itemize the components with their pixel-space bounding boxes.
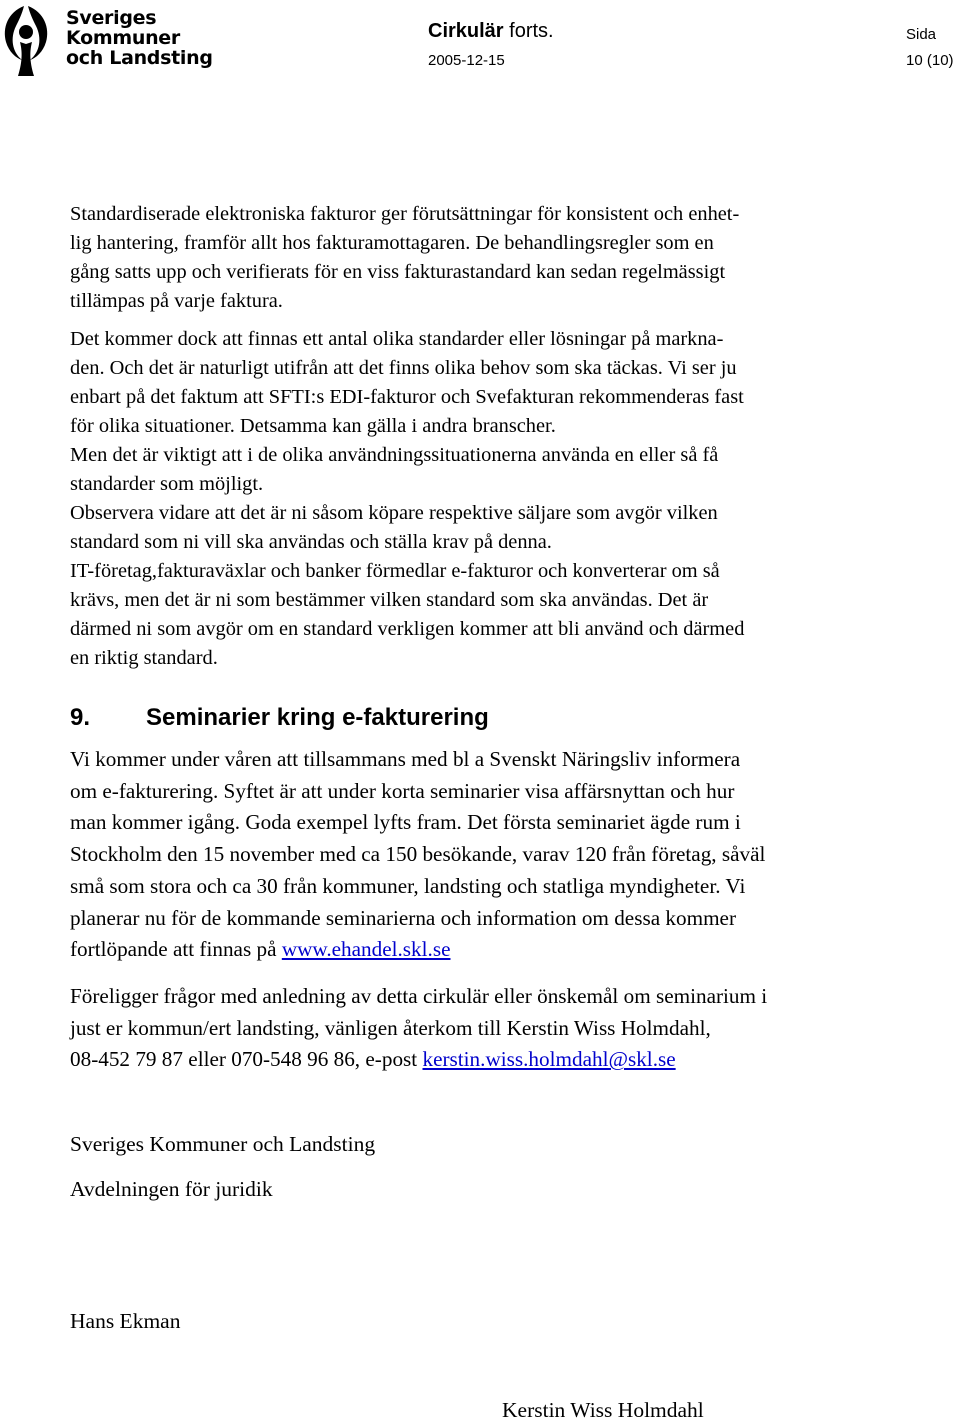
- text-line: lig hantering, framför allt hos fakturamottagaren. De behandlingsregler som en: [70, 232, 714, 254]
- link-prefix: fortlöpande att finnas på: [70, 937, 282, 962]
- intro-text: [70, 200, 910, 673]
- text-line: tillämpas på varje faktura.: [70, 290, 283, 312]
- email-prefix: 08-452 79 87 eller 070-548 96 86, e-post: [70, 1047, 423, 1072]
- signatory-name-1: Hans Ekman: [70, 1309, 181, 1333]
- page-label: Sida: [906, 26, 937, 43]
- section-title: Seminarier kring e-fakturering: [146, 704, 489, 731]
- intro-paragraph-2: [70, 325, 910, 673]
- section-number: 9.: [70, 704, 91, 731]
- text-line: den. Och det är naturligt utifrån att det finns olika behov som ska täckas. Vi ser ju: [70, 357, 737, 379]
- text-line: man kommer igång. Goda exempel lyfts fram. Det första seminariet ägde rum i: [70, 810, 741, 835]
- logo-line-3: och Landsting: [66, 47, 213, 69]
- text-line: Det kommer dock att finnas ett antal olika standarder eller lösningar på markna-: [70, 328, 724, 350]
- text-line: en riktig standard.: [70, 647, 218, 669]
- logo-line-1: Sveriges: [66, 7, 157, 29]
- contact-text: [70, 981, 910, 1076]
- text-line: Standardiserade elektroniska fakturor ger förutsättningar för konsistent och enhet-: [70, 203, 740, 225]
- intro-paragraph-1: [70, 200, 910, 316]
- text-line: krävs, men det är ni som bestämmer vilken standard som ska användas. Det är: [70, 589, 709, 611]
- document-type: Cirkulär: [428, 20, 504, 42]
- document-date: 2005-12-15: [428, 52, 505, 69]
- signatory-name-2: Kerstin Wiss Holmdahl: [502, 1398, 704, 1422]
- text-line: Men det är viktigt att i de olika användningssituationerna använda en eller så få: [70, 444, 719, 466]
- text-line: [70, 1044, 910, 1076]
- signature-department: Avdelningen för juridik: [70, 1177, 273, 1201]
- text-line: planerar nu för de kommande seminarierna och information om dessa kommer: [70, 905, 737, 930]
- text-line: för olika situationer. Detsamma kan gälla i andra branscher.: [70, 415, 556, 437]
- text-line: just er kommun/ert landsting, vänligen återkom till Kerstin Wiss Holmdahl,: [70, 1015, 711, 1040]
- text-line: IT-företag,fakturaväxlar och banker förmedlar e-fakturor och konverterar om så: [70, 560, 720, 582]
- text-line: om e-fakturering. Syftet är att under korta seminarier visa affärsnyttan och hur: [70, 778, 735, 803]
- section-heading: [70, 704, 489, 732]
- text-line: små som stora och ca 30 från kommuner, landsting och statliga myndigheter. Vi: [70, 873, 746, 898]
- document-title: [428, 20, 554, 43]
- text-line: därmed ni som avgör om en standard verkligen kommer att bli använd och därmed: [70, 618, 745, 640]
- text-line: Stockholm den 15 november med ca 150 besökande, varav 120 från företag, såväl: [70, 842, 766, 867]
- logo-emblem-icon: [0, 2, 52, 76]
- document-continuation: forts.: [509, 20, 554, 42]
- website-link[interactable]: www.ehandel.skl.se: [281, 937, 451, 962]
- text-line: Föreligger frågor med anledning av detta cirkulär eller önskemål om seminarium i: [70, 984, 768, 1008]
- text-line: Observera vidare att det är ni såsom köpare respektive säljare som avgör vilken: [70, 502, 718, 524]
- organization-logo: [0, 0, 213, 80]
- page-number: 10 (10): [906, 52, 954, 69]
- text-line: Vi kommer under våren att tillsammans med bl a Svenskt Näringsliv informera: [70, 747, 741, 771]
- logo-line-2: Kommuner: [66, 27, 180, 49]
- text-line: standard som ni vill ska användas och ställa krav på denna.: [70, 531, 552, 553]
- text-line: [70, 934, 910, 966]
- text-line: enbart på det faktum att SFTI:s EDI-fakturor och Svefakturan rekommenderas fast: [70, 386, 744, 408]
- text-line: standarder som möjligt.: [70, 473, 264, 495]
- text-line: gång satts upp och verifierats för en viss fakturastandard kan sedan regelmässigt: [70, 261, 726, 283]
- section-text: [70, 744, 910, 966]
- email-link[interactable]: kerstin.wiss.holmdahl@skl.se: [422, 1047, 676, 1072]
- logo-wordmark: [66, 8, 213, 68]
- signature-organization: Sveriges Kommuner och Landsting: [70, 1132, 376, 1156]
